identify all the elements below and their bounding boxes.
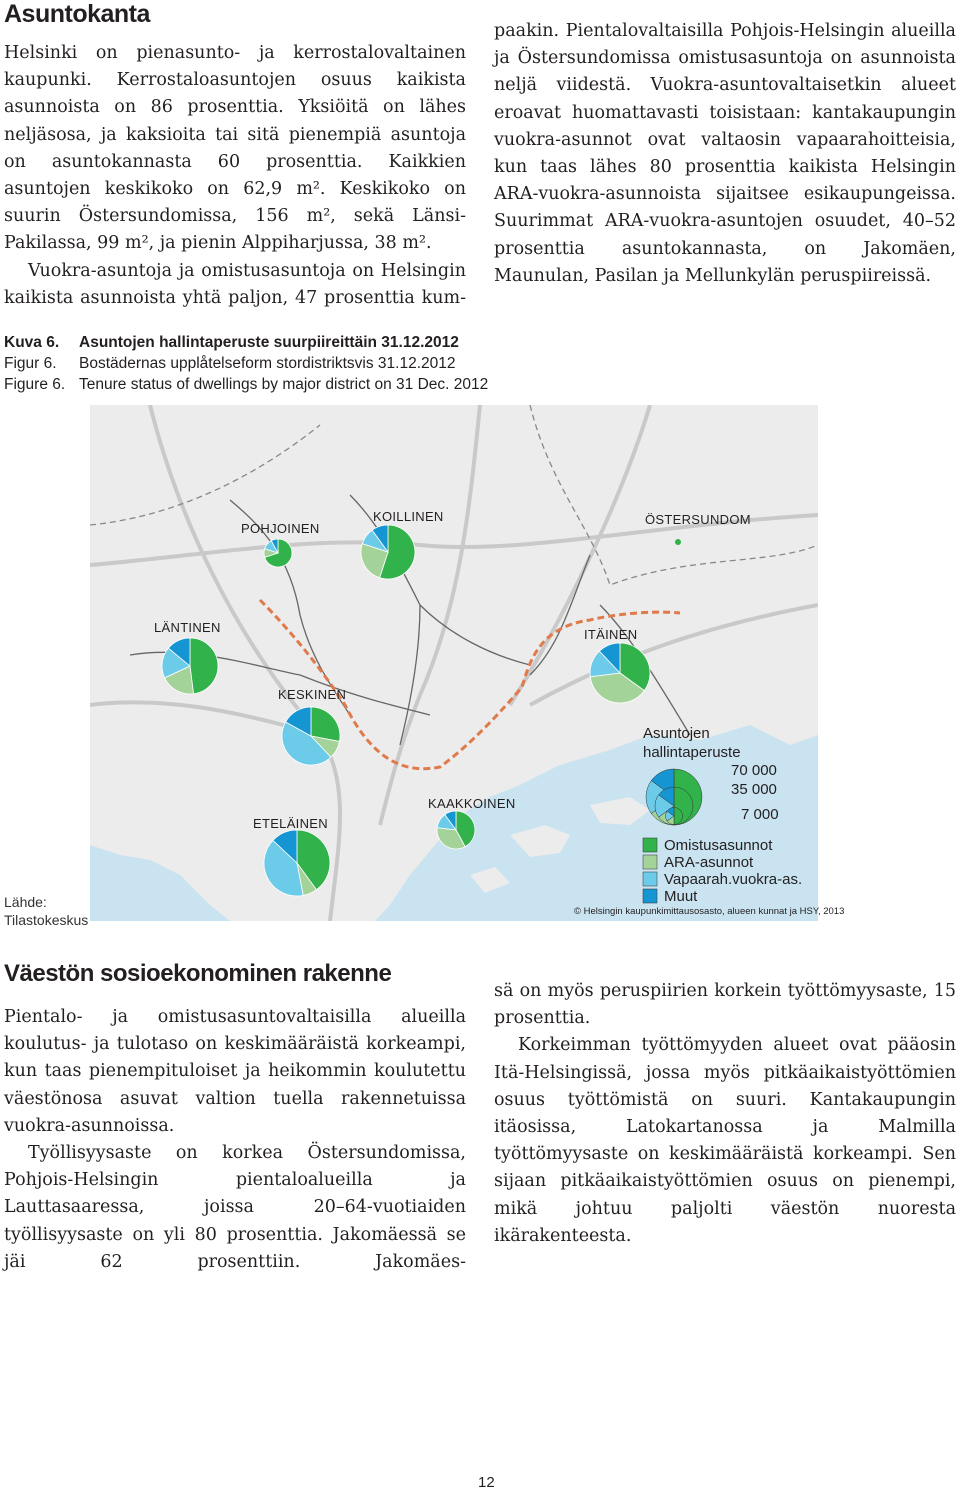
paragraph: paakin. Pientalovaltaisilla Pohjois-Helsingin alueilla ja Östersundomissa omistusasuntoja on asunnoista neljä viidestä. Vuokra-asuntovaltaisetkin alueet eroavat huomattavasti toisistaan: kantakaupungin vuokra-asunnot ovat valtaosin vapaarahoitteisia, kun taas lähes 80 prosenttia kaikista Helsingin ARA-vuokra-asunnoista sijaitsee esikaupungeissa. Suurimmat ARA-vuokra-asuntojen osuudet, 40–52 prosenttia asuntokannasta, on Jakomäen, Maunulan, Pasilan ja Mellunkylän peruspiireissä. (494, 21, 956, 286)
source-value: Tilastokeskus (4, 912, 89, 928)
district-label: ETELÄINEN (253, 816, 328, 831)
legend-category: Vapaarah.vuokra-as. (664, 871, 803, 888)
paragraph: Korkeimman työttömyyden alueet ovat pääosin Itä-Helsingissä, jossa myös pitkäaikaistyöttömien osuus työttömistä on suuri. Kantakaupungin itäosissa, Latokartanossa ja Malmilla työttömyysaste on keskimääräistä korkeampi. Sen sijaan pitkäaikaistyöttömien osuus on pienempi, mikä johtuu paljolti väestön nuoresta ikärakenteesta. (494, 1035, 956, 1246)
legend-size-value: 7 000 (741, 806, 779, 823)
paragraph: Vuokra-asuntoja ja omistusasuntoja on Helsingin kaikista asunnoista yhtä paljon, 47 prosenttia kum- (4, 260, 466, 308)
district-label: KESKINEN (278, 687, 347, 702)
district-label: ÖSTERSUNDOM (645, 512, 751, 527)
page-number: 12 (478, 1474, 495, 1491)
swatch-free-rent (643, 872, 657, 886)
caption-label-fi: Kuva 6. (4, 334, 60, 351)
source-note (4, 893, 88, 929)
swatch-owner (643, 838, 657, 852)
text-column-3 (4, 1004, 466, 1276)
section-heading-asuntokanta: Asuntokanta (4, 0, 150, 28)
paragraph: Helsinki on pienasunto- ja kerrostalovaltainen kaupunki. Kerrostaloasuntojen osuus kaikista asunnoista on 86 prosenttia. Yksiöitä on lähes neljäsosa, ja kaksioita tai sitä pienempiä asuntoja on asuntokannasta 60 prosenttia. Kaikkien asuntojen keskikoko on 62,9 m². Keskikoko on suurin Östersundomissa, 156 m², sekä Länsi-Pakilassa, 99 m², ja pienin Alppiharjussa, 38 m². (4, 43, 466, 254)
section-heading-socioeconomic: Väestön sosioekonominen rakenne (4, 960, 392, 987)
district-label: ITÄINEN (584, 627, 638, 642)
legend-title (643, 724, 741, 762)
district-label: POHJOINEN (241, 521, 320, 536)
text-column-2 (494, 18, 956, 290)
map-credit: © Helsingin kaupunkimittausosasto, alueen kunnat ja HSY, 2013 (574, 906, 845, 917)
source-label: Lähde: (4, 894, 47, 910)
caption-label-sv: Figur 6. (4, 355, 57, 372)
legend-size-pies (646, 769, 702, 825)
legend-category: ARA-asunnot (664, 854, 754, 871)
swatch-other (643, 889, 657, 903)
district-label: LÄNTINEN (154, 620, 221, 635)
swatch-ara (643, 855, 657, 869)
legend-category: Omistusasunnot (664, 837, 773, 854)
caption-label-en: Figure 6. (4, 376, 66, 393)
caption-text-en: Tenure status of dwellings by major district on 31 Dec. 2012 (79, 376, 489, 393)
legend-category: Muut (664, 888, 698, 905)
text-column-4 (494, 978, 956, 1250)
district-label: KAAKKOINEN (428, 796, 516, 811)
legend-size-value: 35 000 (731, 781, 777, 798)
paragraph: Työllisyysaste on korkea Östersundomissa, Pohjois-Helsingin pientaloalueilla ja Lauttasaaressa, joissa 20–64-vuotiaiden työllisyysaste on yli 80 prosenttia. Jakomäessä se jäi 62 prosenttiin. Jakomäes- (4, 1143, 466, 1272)
text-column-1 (4, 40, 466, 312)
paragraph: Pientalo- ja omistusasuntovaltaisilla alueilla koulutus- ja tulotaso on keskimääräistä korkeampi, kun taas pienempituloiset ja heikommin koulutettu väestönosa asuvat valtion tuella rakennetuissa vuokra-asunnoissa. (4, 1007, 466, 1136)
caption-text-sv: Bostädernas upplåtelseform stordistriktsvis 31.12.2012 (79, 355, 456, 372)
caption-text-fi: Asuntojen hallintaperuste suurpiireittäin 31.12.2012 (79, 334, 459, 351)
ostersundom-dot (675, 539, 681, 545)
paragraph: sä on myös peruspiirien korkein työttömyysaste, 15 prosenttia. (494, 981, 956, 1029)
legend-size-value: 70 000 (731, 762, 777, 779)
district-label: KOILLINEN (373, 509, 444, 524)
legend-title-line: Asuntojen (643, 725, 710, 742)
figure-caption (4, 332, 488, 395)
legend-title-line: hallintaperuste (643, 744, 741, 761)
